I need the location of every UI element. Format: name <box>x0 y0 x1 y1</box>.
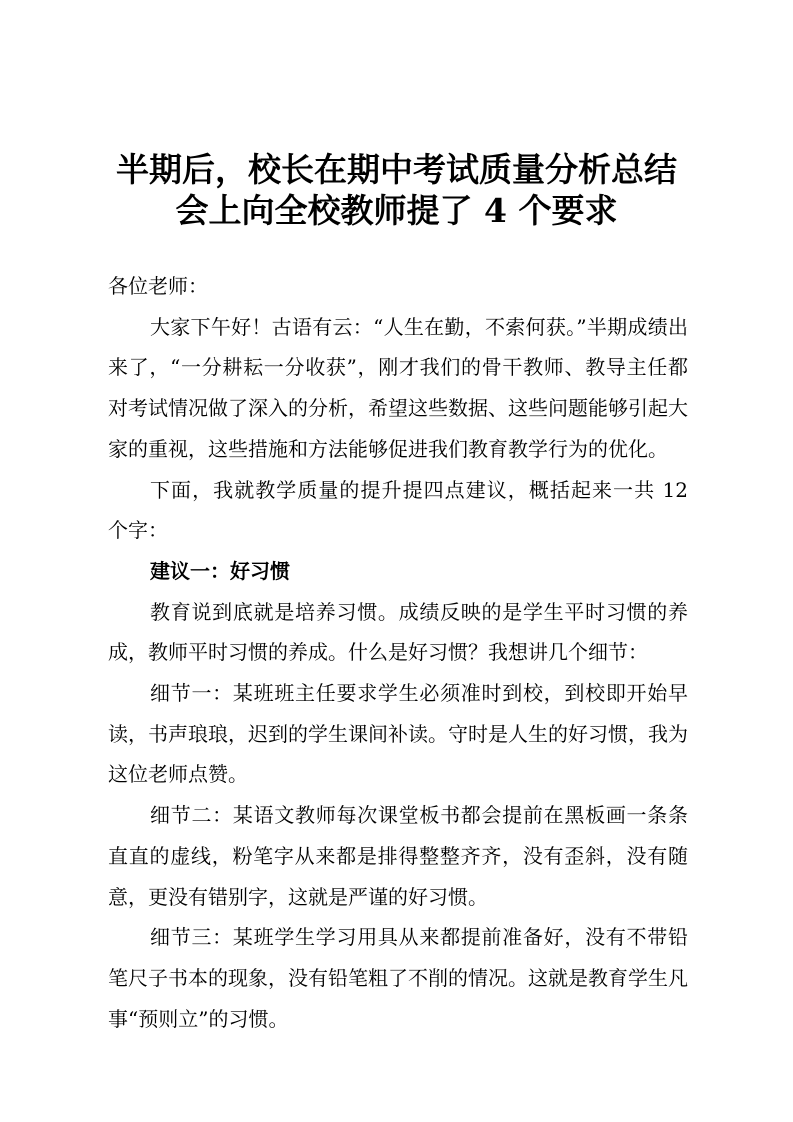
document-title-line-1: 半期后，校长在期中考试质量分析总结 <box>116 150 677 189</box>
detail-one-paragraph: 细节一：某班班主任要求学生必须准时到校，到校即开始早读，书声琅琅，迟到的学生课间补读。守时是人生的好习惯，我为这位老师点赞。 <box>108 681 688 787</box>
detail-three-paragraph: 细节三：某班学生学习用具从来都提前准备好，没有不带铅笔尺子书本的现象，没有铅笔粗了不削的情况。这就是教育学生凡事“预则立”的习惯。 <box>108 925 688 1031</box>
detail-two-paragraph: 细节二：某语文教师每次课堂板书都会提前在黑板画一条条直直的虚线，粉笔字从来都是排得整整齐齐，没有歪斜，没有随意，更没有错别字，这就是严谨的好习惯。 <box>108 803 688 909</box>
document-body <box>108 266 688 1039</box>
salutation: 各位老师： <box>108 274 208 298</box>
paragraph-intro: 大家下午好！古语有云：“人生在勤，不索何获。”半期成绩出来了，“一分耕耘一分收获”，刚才我们的骨干教师、教导主任都对考试情况做了深入的分析，希望这些数据、这些问题能够引起大家的重视，这些措施和方法能够促进我们教育教学行为的优化。 <box>108 314 688 461</box>
paragraph-suggestions: 下面，我就教学质量的提升提四点建议，概括起来一共 12 个字： <box>108 477 688 543</box>
document-title-line-2: 会上向全校教师提了 4 个要求 <box>175 191 618 230</box>
section-paragraph: 教育说到底就是培养习惯。成绩反映的是学生平时习惯的养成，教师平时习惯的养成。什么是好习惯？我想讲几个细节： <box>108 599 688 665</box>
section-heading: 建议一：好习惯 <box>150 558 290 583</box>
